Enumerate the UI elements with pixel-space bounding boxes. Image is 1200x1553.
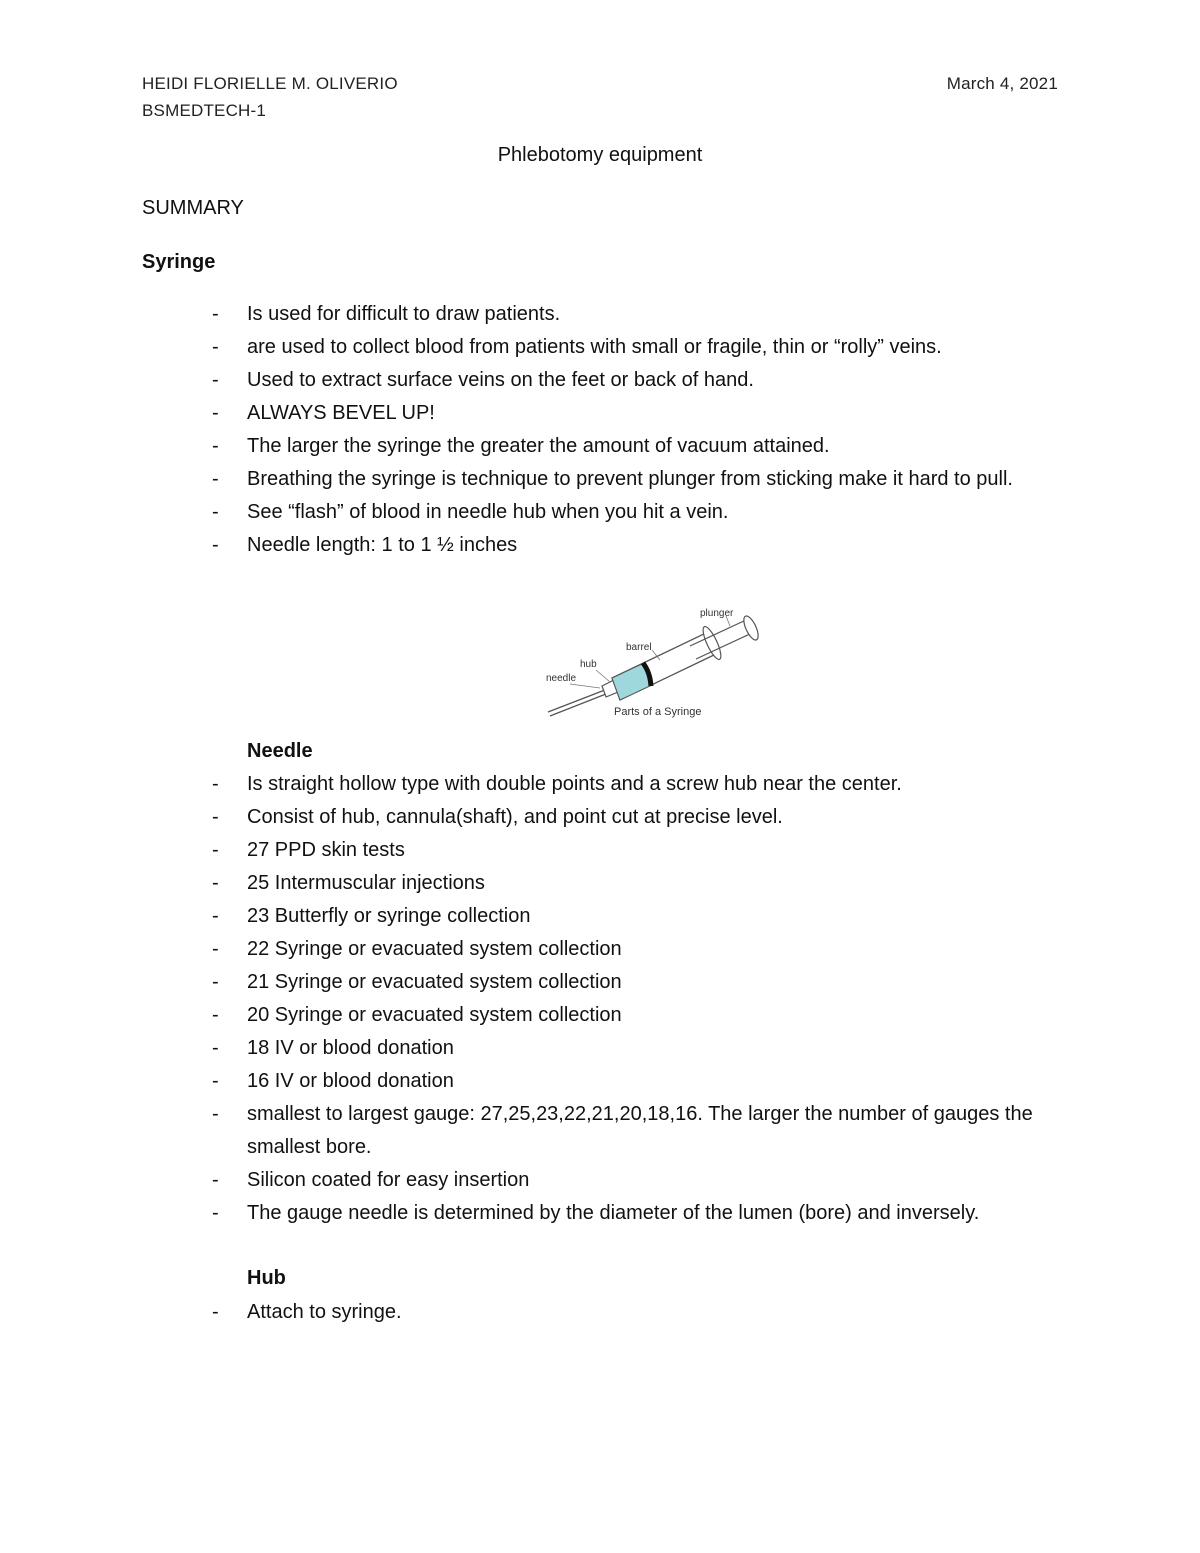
list-item: - Used to extract surface veins on the feet or back of hand. xyxy=(212,369,754,391)
needle-shaft-lower xyxy=(550,692,611,716)
list-item: - Is straight hollow type with double points and a screw hub near the center. xyxy=(212,773,902,795)
hub-list xyxy=(142,1296,1062,1329)
plunger-label: plunger xyxy=(700,608,734,619)
list-item: - ALWAYS BEVEL UP! xyxy=(212,402,435,424)
syringe-heading: Syringe xyxy=(142,251,216,273)
needle-label: needle xyxy=(546,673,577,684)
syringe-diagram xyxy=(540,602,780,724)
list-item: - Attach to syringe. xyxy=(212,1301,402,1323)
needle-heading: Needle xyxy=(247,740,313,762)
summary-label: SUMMARY xyxy=(142,197,244,219)
needle-shaft xyxy=(548,688,610,712)
list-item: - 27 PPD skin tests xyxy=(212,839,405,861)
hub-label: hub xyxy=(580,659,597,670)
list-item: - See “flash” of blood in needle hub when you hit a vein. xyxy=(212,501,729,523)
figure-caption: Parts of a Syringe xyxy=(614,706,702,718)
list-item: - The larger the syringe the greater the amount of vacuum attained. xyxy=(212,435,830,457)
document-date: March 4, 2021 xyxy=(946,74,1058,93)
list-item: - Needle length: 1 to 1 ½ inches xyxy=(212,534,518,556)
plunger-thumb-rest xyxy=(741,614,761,642)
needle-list xyxy=(142,768,1062,1230)
syringe-illustration xyxy=(540,602,780,724)
list-item: - 22 Syringe or evacuated system collection xyxy=(212,938,622,960)
list-item: - Consist of hub, cannula(shaft), and point cut at precise level. xyxy=(212,806,783,828)
list-item: - 18 IV or blood donation xyxy=(212,1037,454,1059)
needle-leader-line xyxy=(570,684,600,688)
list-item: - 21 Syringe or evacuated system collection xyxy=(212,971,622,993)
page-title: Phlebotomy equipment xyxy=(497,144,703,166)
list-item: - are used to collect blood from patients with small or fragile, thin or “rolly” veins. xyxy=(212,336,942,358)
list-item: - 16 IV or blood donation xyxy=(212,1070,454,1092)
list-item: - 23 Butterfly or syringe collection xyxy=(212,905,531,927)
list-item: - 20 Syringe or evacuated system collection xyxy=(212,1004,622,1026)
list-item: - 25 Intermuscular injections xyxy=(212,872,485,894)
plunger-rod xyxy=(690,620,746,646)
list-item: - The gauge needle is determined by the diameter of the lumen (bore) and inversely. xyxy=(212,1202,980,1224)
hub-leader-line xyxy=(596,670,610,682)
list-item: - Silicon coated for easy insertion xyxy=(212,1169,530,1191)
course-code: BSMEDTECH-1 xyxy=(142,101,267,120)
syringe-list xyxy=(142,298,1062,562)
list-item: - smallest to largest gauge: 27,25,23,22,21,20,18,16. The larger the number of gauges the smallest bore. xyxy=(212,1103,1033,1158)
hub-heading: Hub xyxy=(247,1267,286,1289)
author-name: HEIDI FLORIELLE M. OLIVERIO xyxy=(142,74,398,93)
list-item: - Is used for difficult to draw patients. xyxy=(212,303,561,325)
barrel-label: barrel xyxy=(626,642,652,653)
list-item: - Breathing the syringe is technique to prevent plunger from sticking make it hard to pull. xyxy=(212,468,1013,490)
